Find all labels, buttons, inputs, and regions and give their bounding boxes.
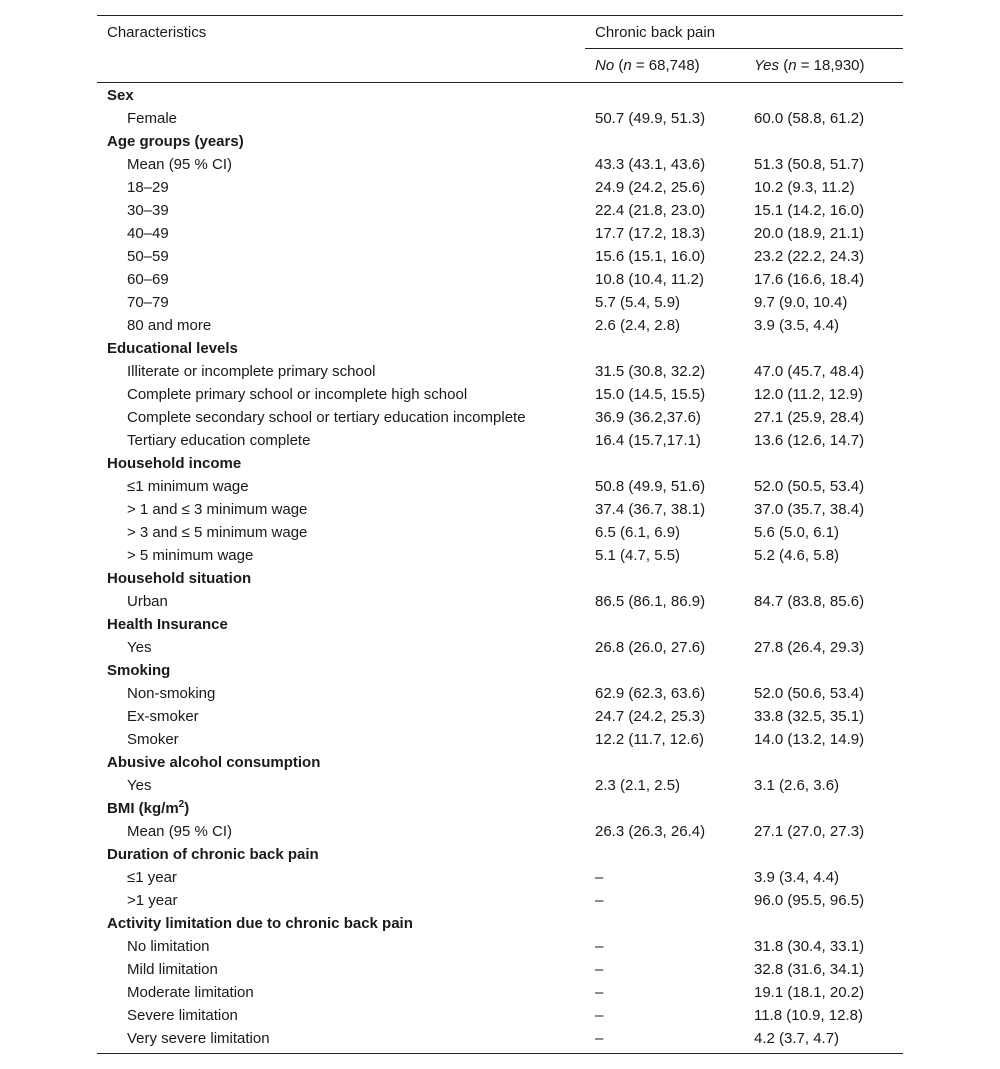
row-label xyxy=(127,958,218,981)
row-label-text: 40–49 xyxy=(127,225,169,242)
table-row xyxy=(97,820,903,843)
row-label-text: Abusive alcohol consumption xyxy=(107,754,321,771)
category-row xyxy=(97,337,903,360)
table-row xyxy=(97,268,903,291)
no-pain-value: 5.7 (5.4, 5.9) xyxy=(595,294,681,311)
category-label xyxy=(107,613,228,636)
yes-pain-value: 13.6 (12.6, 14.7) xyxy=(754,432,865,449)
row-label xyxy=(127,866,177,889)
row-label-text: Complete secondary school or tertiary education incomplete xyxy=(127,409,526,426)
table-row xyxy=(97,636,903,659)
row-label-text: Tertiary education complete xyxy=(127,432,311,449)
row-label-superscript: 2 xyxy=(178,799,185,810)
yes-pain-value: 96.0 (95.5, 96.5) xyxy=(754,892,865,909)
row-label xyxy=(127,176,169,199)
yes-pain-value: 27.1 (25.9, 28.4) xyxy=(754,409,865,426)
no-pain-value: 16.4 (15.7,17.1) xyxy=(595,432,701,449)
no-pain-value: – xyxy=(595,984,604,1001)
category-label xyxy=(107,912,413,935)
row-label xyxy=(127,981,254,1004)
header-yes-count: = 18,930) xyxy=(796,57,865,74)
header-no-n: n xyxy=(623,57,632,74)
table-row xyxy=(97,728,903,751)
row-label-text: ≤1 minimum wage xyxy=(127,478,249,495)
table-row xyxy=(97,590,903,613)
yes-pain-value: 20.0 (18.9, 21.1) xyxy=(754,225,865,242)
row-label xyxy=(127,383,467,406)
yes-pain-value: 37.0 (35.7, 38.4) xyxy=(754,501,865,518)
row-label xyxy=(127,636,151,659)
category-row xyxy=(97,843,903,866)
row-label-text: No limitation xyxy=(127,938,210,955)
row-label-text: >1 year xyxy=(127,892,178,909)
table-row xyxy=(97,245,903,268)
yes-pain-value: 12.0 (11.2, 12.9) xyxy=(754,386,863,403)
row-label xyxy=(127,199,169,222)
table-row xyxy=(97,1004,903,1027)
row-label xyxy=(127,820,232,843)
table-header-row-1 xyxy=(97,16,903,49)
yes-pain-value: 14.0 (13.2, 14.9) xyxy=(754,731,865,748)
row-label-tail: ) xyxy=(184,800,190,817)
category-label xyxy=(107,797,189,820)
table-row xyxy=(97,107,903,130)
category-row xyxy=(97,797,903,820)
row-label xyxy=(127,728,179,751)
yes-pain-value: 4.2 (3.7, 4.7) xyxy=(754,1030,840,1047)
table-row xyxy=(97,406,903,429)
yes-pain-value: 5.2 (4.6, 5.8) xyxy=(754,547,840,564)
category-label xyxy=(107,843,319,866)
row-label xyxy=(127,521,307,544)
yes-pain-value: 17.6 (16.6, 18.4) xyxy=(754,271,865,288)
row-label-text: Very severe limitation xyxy=(127,1030,270,1047)
category-row xyxy=(97,567,903,590)
table-row xyxy=(97,1027,903,1050)
row-label xyxy=(127,153,232,176)
row-label-text: 60–69 xyxy=(127,271,169,288)
no-pain-value: 15.6 (15.1, 16.0) xyxy=(595,248,706,265)
row-label xyxy=(127,544,253,567)
row-label-text: Ex-smoker xyxy=(127,708,199,725)
row-label xyxy=(127,245,169,268)
yes-pain-value: 3.9 (3.4, 4.4) xyxy=(754,869,840,886)
no-pain-value: 6.5 (6.1, 6.9) xyxy=(595,524,681,541)
table-row xyxy=(97,383,903,406)
yes-pain-value: 23.2 (22.2, 24.3) xyxy=(754,248,865,265)
no-pain-value: 24.7 (24.2, 25.3) xyxy=(595,708,706,725)
table-row xyxy=(97,176,903,199)
yes-pain-value: 5.6 (5.0, 6.1) xyxy=(754,524,840,541)
row-label-text: Urban xyxy=(127,593,168,610)
category-label xyxy=(107,337,238,360)
table-row xyxy=(97,291,903,314)
row-label-text: Educational levels xyxy=(107,340,238,357)
row-label-text: Sex xyxy=(107,87,134,104)
yes-pain-value: 3.1 (2.6, 3.6) xyxy=(754,777,840,794)
yes-pain-value: 11.8 (10.9, 12.8) xyxy=(754,1007,863,1024)
no-pain-value: – xyxy=(595,961,604,978)
no-pain-value: 62.9 (62.3, 63.6) xyxy=(595,685,706,702)
yes-pain-value: 52.0 (50.5, 53.4) xyxy=(754,478,865,495)
header-characteristics: Characteristics xyxy=(107,24,207,41)
header-no-label: No xyxy=(595,57,615,74)
yes-pain-value: 3.9 (3.5, 4.4) xyxy=(754,317,840,334)
yes-pain-value: 15.1 (14.2, 16.0) xyxy=(754,202,865,219)
category-label xyxy=(107,130,244,153)
row-label-text: 70–79 xyxy=(127,294,169,311)
row-label xyxy=(127,429,310,452)
table-row xyxy=(97,958,903,981)
table-row xyxy=(97,889,903,912)
yes-pain-value: 60.0 (58.8, 61.2) xyxy=(754,110,865,127)
no-pain-value: 24.9 (24.2, 25.6) xyxy=(595,179,706,196)
row-label-text: Household situation xyxy=(107,570,252,587)
table-row xyxy=(97,199,903,222)
category-row xyxy=(97,751,903,774)
yes-pain-value: 19.1 (18.1, 20.2) xyxy=(754,984,865,1001)
row-label xyxy=(127,935,210,958)
yes-pain-value: 84.7 (83.8, 85.6) xyxy=(754,593,865,610)
row-label-text: Age groups (years) xyxy=(107,133,244,150)
table-row xyxy=(97,314,903,337)
category-label xyxy=(107,84,134,107)
row-label-text: Mean (95 % CI) xyxy=(127,823,233,840)
yes-pain-value: 9.7 (9.0, 10.4) xyxy=(754,294,848,311)
no-pain-value: 43.3 (43.1, 43.6) xyxy=(595,156,706,173)
yes-pain-value: 27.1 (27.0, 27.3) xyxy=(754,823,865,840)
row-label xyxy=(127,107,177,130)
row-label xyxy=(127,498,307,521)
category-label xyxy=(107,659,170,682)
row-label-text: Severe limitation xyxy=(127,1007,238,1024)
no-pain-value: 31.5 (30.8, 32.2) xyxy=(595,363,706,380)
row-label-text: > 5 minimum wage xyxy=(127,547,254,564)
row-label-text: Female xyxy=(127,110,178,127)
no-pain-value: 22.4 (21.8, 23.0) xyxy=(595,202,706,219)
table-row xyxy=(97,360,903,383)
header-no-column: No (n = 68,748) xyxy=(595,57,700,74)
row-label xyxy=(127,774,151,797)
row-label-text: 18–29 xyxy=(127,179,169,196)
category-row xyxy=(97,130,903,153)
table-row xyxy=(97,521,903,544)
no-pain-value: 17.7 (17.2, 18.3) xyxy=(595,225,706,242)
no-pain-value: – xyxy=(595,892,604,909)
no-pain-value: 5.1 (4.7, 5.5) xyxy=(595,547,681,564)
table-row xyxy=(97,866,903,889)
header-yes-column: Yes (n = 18,930) xyxy=(754,57,865,74)
header-chronic-back-pain: Chronic back pain xyxy=(595,24,716,41)
table-body xyxy=(97,83,903,1053)
row-label-text: Yes xyxy=(127,777,152,794)
row-label-text: 30–39 xyxy=(127,202,169,219)
no-pain-value: 50.7 (49.9, 51.3) xyxy=(595,110,706,127)
header-no-count: = 68,748) xyxy=(631,57,700,74)
table-row xyxy=(97,544,903,567)
row-label-text: Smoker xyxy=(127,731,179,748)
category-row xyxy=(97,659,903,682)
no-pain-value: 26.3 (26.3, 26.4) xyxy=(595,823,706,840)
row-label xyxy=(127,360,375,383)
table-row xyxy=(97,682,903,705)
row-label xyxy=(127,406,526,429)
row-label-text: Mild limitation xyxy=(127,961,218,978)
row-label-text: BMI (kg/m xyxy=(107,800,179,817)
row-label-text: Yes xyxy=(127,639,152,656)
row-label-text: 50–59 xyxy=(127,248,169,265)
no-pain-value: 50.8 (49.9, 51.6) xyxy=(595,478,706,495)
no-pain-value: 12.2 (11.7, 12.6) xyxy=(595,731,704,748)
no-pain-value: 2.6 (2.4, 2.8) xyxy=(595,317,681,334)
no-pain-value: – xyxy=(595,938,604,955)
no-pain-value: 15.0 (14.5, 15.5) xyxy=(595,386,706,403)
table-row xyxy=(97,475,903,498)
row-label xyxy=(127,291,169,314)
category-row xyxy=(97,452,903,475)
no-pain-value: 10.8 (10.4, 11.2) xyxy=(595,271,704,288)
row-label-text: Health Insurance xyxy=(107,616,228,633)
yes-pain-value: 27.8 (26.4, 29.3) xyxy=(754,639,865,656)
no-pain-value: 86.5 (86.1, 86.9) xyxy=(595,593,706,610)
yes-pain-value: 51.3 (50.8, 51.7) xyxy=(754,156,865,173)
row-label xyxy=(127,682,215,705)
table-header-row-2 xyxy=(97,49,903,83)
row-label-text: Moderate limitation xyxy=(127,984,254,1001)
yes-pain-value: 47.0 (45.7, 48.4) xyxy=(754,363,865,380)
row-label-text: ≤1 year xyxy=(127,869,177,886)
table-row xyxy=(97,774,903,797)
table-row xyxy=(97,935,903,958)
table-row xyxy=(97,498,903,521)
row-label xyxy=(127,705,199,728)
table-row xyxy=(97,981,903,1004)
category-label xyxy=(107,452,241,475)
row-label xyxy=(127,314,211,337)
category-row xyxy=(97,912,903,935)
row-label xyxy=(127,475,249,498)
table-row xyxy=(97,429,903,452)
row-label-text: Duration of chronic back pain xyxy=(107,846,319,863)
no-pain-value: 26.8 (26.0, 27.6) xyxy=(595,639,706,656)
table-row xyxy=(97,153,903,176)
category-label xyxy=(107,751,320,774)
table-row xyxy=(97,705,903,728)
row-label-text: Activity limitation due to chronic back pain xyxy=(107,915,413,932)
row-label xyxy=(127,1004,238,1027)
row-label xyxy=(127,1027,270,1050)
no-pain-value: – xyxy=(595,1007,604,1024)
row-label-text: > 3 and ≤ 5 minimum wage xyxy=(127,524,308,541)
yes-pain-value: 32.8 (31.6, 34.1) xyxy=(754,961,865,978)
category-row xyxy=(97,613,903,636)
no-pain-value: 2.3 (2.1, 2.5) xyxy=(595,777,681,794)
row-label-text: Non-smoking xyxy=(127,685,216,702)
yes-pain-value: 31.8 (30.4, 33.1) xyxy=(754,938,865,955)
row-label-text: 80 and more xyxy=(127,317,212,334)
row-label xyxy=(127,590,168,613)
category-row xyxy=(97,84,903,107)
row-label xyxy=(127,268,169,291)
row-label-text: Mean (95 % CI) xyxy=(127,156,233,173)
row-label-text: Household income xyxy=(107,455,242,472)
row-label xyxy=(127,222,169,245)
row-label-text: Smoking xyxy=(107,662,171,679)
table-row xyxy=(97,222,903,245)
row-label-text: Complete primary school or incomplete high school xyxy=(127,386,468,403)
no-pain-value: – xyxy=(595,869,604,886)
row-label-text: Illiterate or incomplete primary school xyxy=(127,363,376,380)
no-pain-value: 36.9 (36.2,37.6) xyxy=(595,409,701,426)
yes-pain-value: 52.0 (50.6, 53.4) xyxy=(754,685,865,702)
yes-pain-value: 33.8 (32.5, 35.1) xyxy=(754,708,865,725)
row-label xyxy=(127,889,177,912)
header-yes-label: Yes xyxy=(754,57,780,74)
header-yes-n: n xyxy=(788,57,797,74)
row-label-text: > 1 and ≤ 3 minimum wage xyxy=(127,501,308,518)
characteristics-table xyxy=(97,15,903,1054)
no-pain-value: 37.4 (36.7, 38.1) xyxy=(595,501,706,518)
no-pain-value: – xyxy=(595,1030,604,1047)
category-label xyxy=(107,567,251,590)
yes-pain-value: 10.2 (9.3, 11.2) xyxy=(754,179,855,196)
